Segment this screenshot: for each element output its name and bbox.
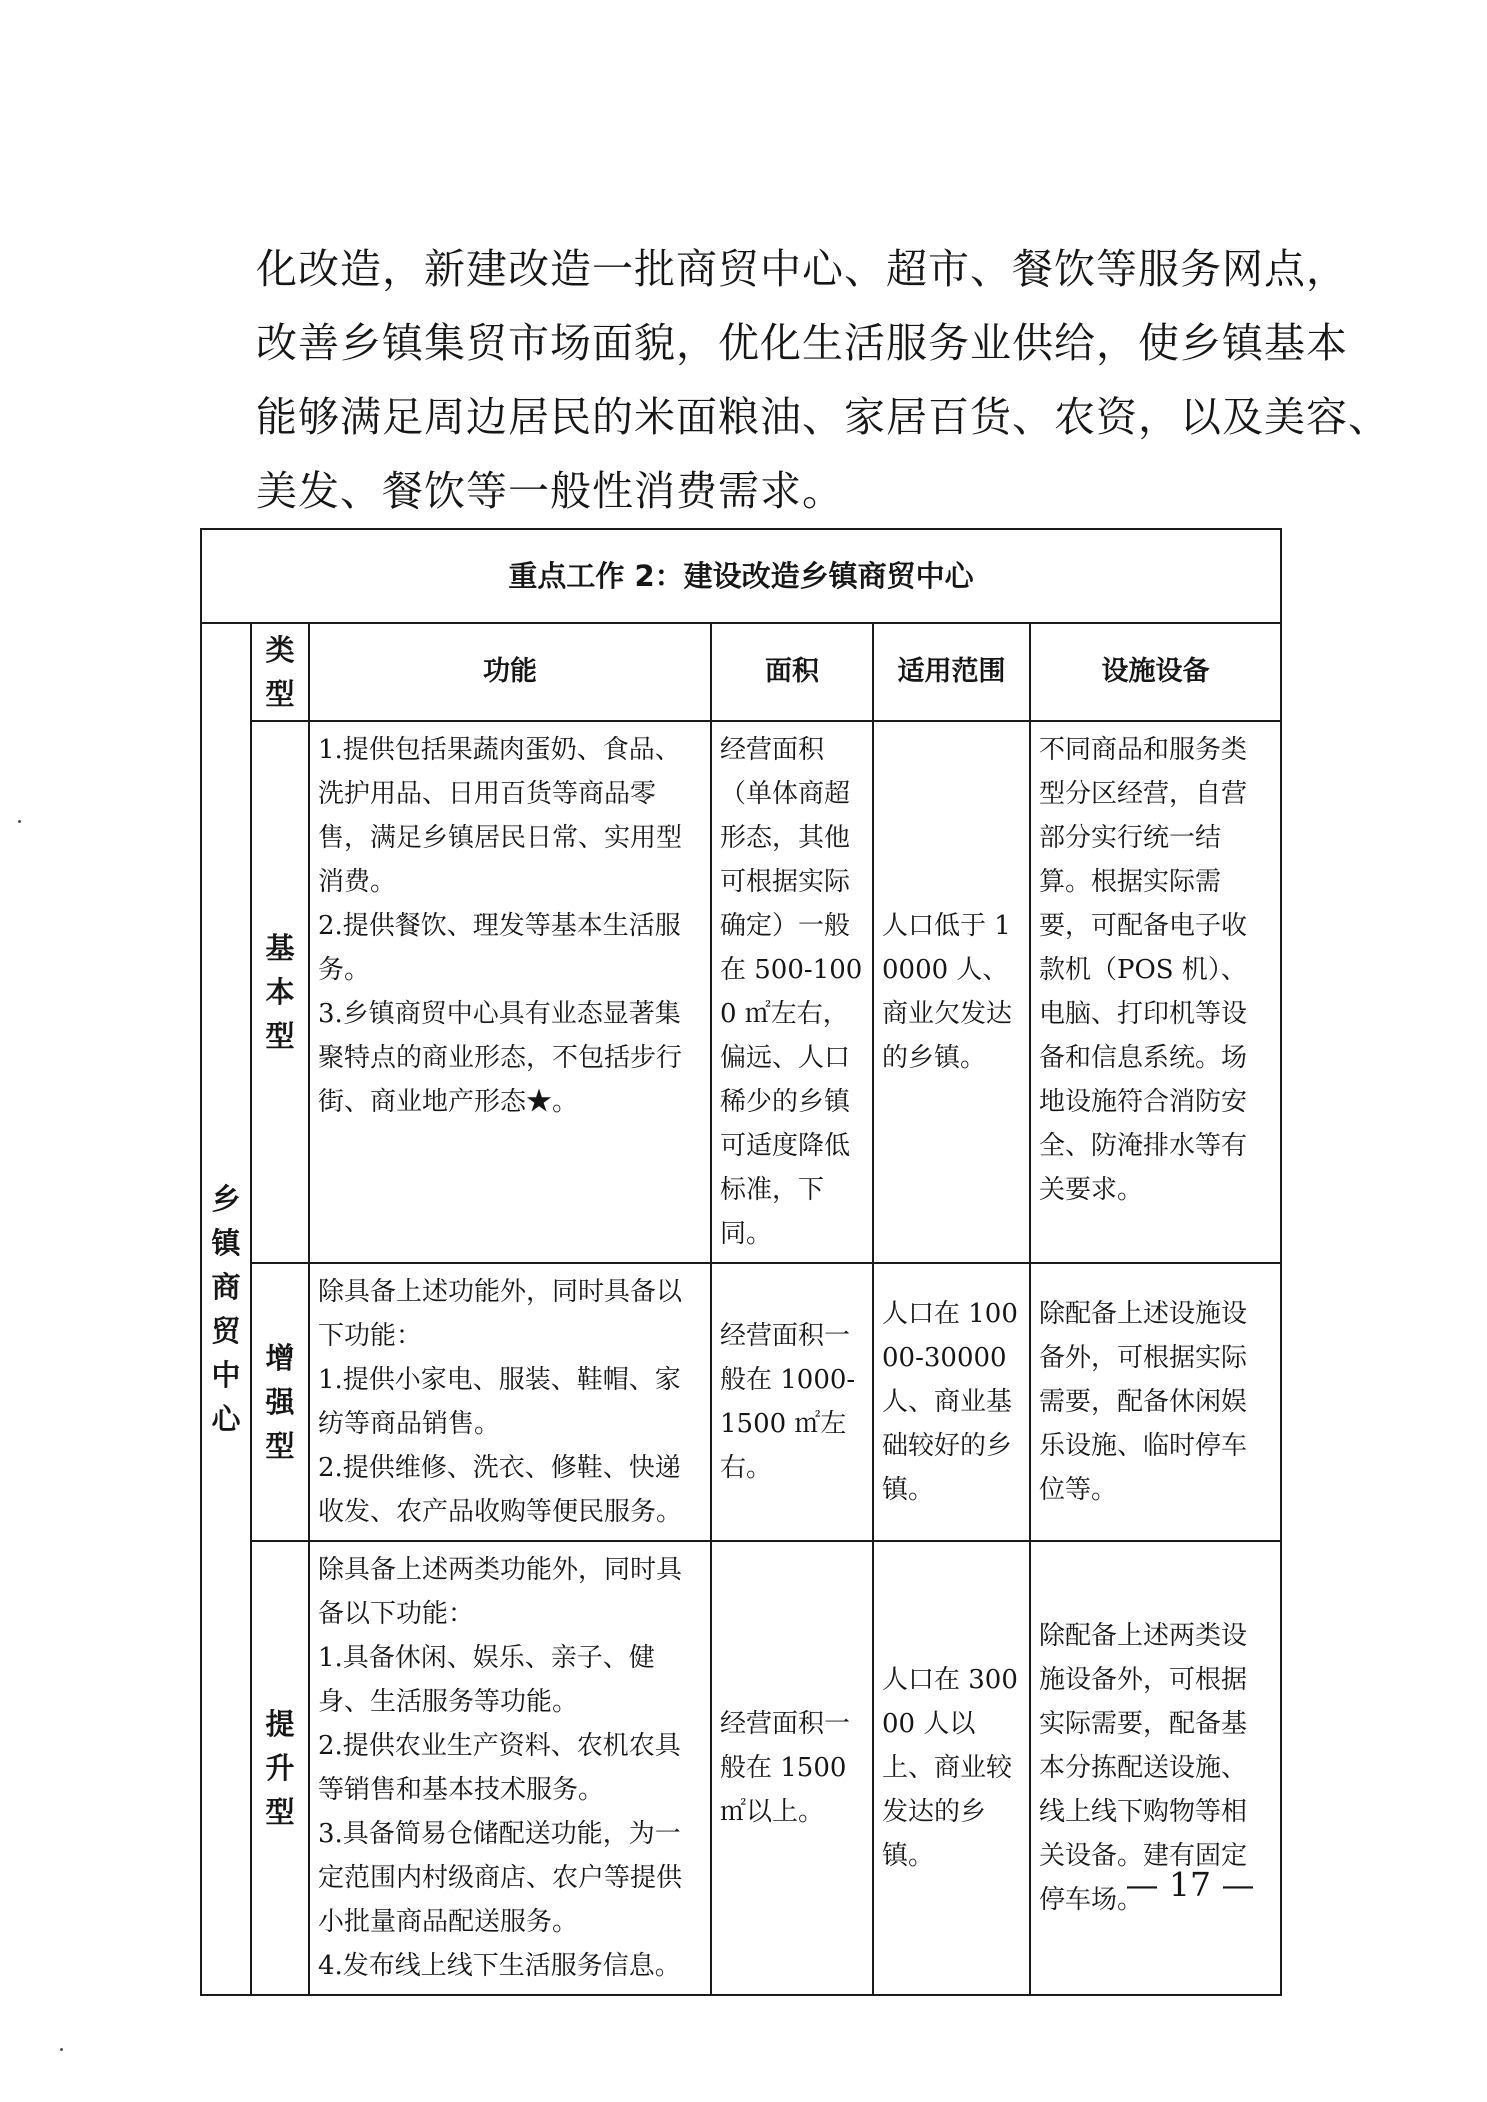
type-cell: 增强型	[251, 1263, 309, 1541]
function-item: 1.具备休闲、娱乐、亲子、健身、生活服务等功能。	[318, 1643, 655, 1717]
function-item: 3.具备简易仓储配送功能，为一定范围内村级商店、农户等提供小批量商品配送服务。	[318, 1819, 683, 1937]
header-area: 面积	[711, 623, 873, 721]
intro-line: 能够满足周边居民的米面粮油、家居百货、农资，以及美容、	[256, 393, 1390, 441]
header-scope: 适用范围	[873, 623, 1030, 721]
table-row	[201, 1541, 1281, 1995]
area-cell: 经营面积一般在 1500 ㎡以上。	[711, 1541, 873, 1995]
type-cell: 基本型	[251, 721, 309, 1263]
function-cell	[309, 1541, 711, 1995]
page-number: — 17 —	[1125, 1865, 1255, 1904]
scope-cell: 人口在 30000 人以上、商业较发达的乡镇。	[873, 1541, 1030, 1995]
function-item: 除具备上述功能外，同时具备以下功能：	[318, 1277, 683, 1351]
function-item: 2.提供农业生产资料、农机农具等销售和基本技术服务。	[318, 1731, 681, 1805]
header-facilities: 设施设备	[1030, 623, 1281, 721]
function-cell	[309, 721, 711, 1263]
scope-cell: 人口低于 10000 人、商业欠发达的乡镇。	[873, 721, 1030, 1263]
function-cell	[309, 1263, 711, 1541]
table-title: 重点工作 2：建设改造乡镇商贸中心	[201, 529, 1281, 623]
scope-cell: 人口在 10000-30000 人、商业基础较好的乡镇。	[873, 1263, 1030, 1541]
intro-line: 改善乡镇集贸市场面貌，优化生活服务业供给，使乡镇基本	[256, 319, 1348, 367]
category-cell: 乡镇商贸中心	[201, 623, 251, 1995]
scan-speck	[60, 2048, 63, 2051]
table-row	[201, 1263, 1281, 1541]
header-type: 类型	[251, 623, 309, 721]
intro-line: 化改造，新建改造一批商贸中心、超市、餐饮等服务网点，	[256, 245, 1348, 293]
facilities-cell: 不同商品和服务类型分区经营，自营部分实行统一结算。根据实际需要，可配备电子收款机（POS 机）、电脑、打印机等设备和信息系统。场地设施符合消防安全、防淹排水等有关要求。	[1030, 721, 1281, 1263]
function-item: 除具备上述两类功能外，同时具备以下功能：	[318, 1555, 683, 1629]
intro-paragraph	[256, 232, 1390, 528]
function-item: 1.提供小家电、服装、鞋帽、家纺等商品销售。	[318, 1365, 681, 1439]
type-cell: 提升型	[251, 1541, 309, 1995]
area-cell: 经营面积一般在 1000-1500 ㎡左右。	[711, 1263, 873, 1541]
area-cell: 经营面积（单体商超形态，其他可根据实际确定）一般在 500-1000 ㎡左右，偏远、人口稀少的乡镇可适度降低标准，下同。	[711, 721, 873, 1263]
facilities-cell: 除配备上述设施设备外，可根据实际需要，配备休闲娱乐设施、临时停车位等。	[1030, 1263, 1281, 1541]
facilities-cell: 除配备上述两类设施设备外，可根据实际需要，配备基本分拣配送设施、线上线下购物等相关设备。建有固定停车场。	[1030, 1541, 1281, 1995]
key-work-table	[200, 528, 1282, 1996]
function-item: 4.发布线上线下生活服务信息。	[318, 1951, 681, 1981]
header-function: 功能	[309, 623, 711, 721]
function-item: 2.提供维修、洗衣、修鞋、快递收发、农产品收购等便民服务。	[318, 1453, 683, 1527]
intro-line: 美发、餐饮等一般性消费需求。	[256, 467, 844, 515]
scan-speck	[18, 820, 21, 823]
function-item: 1.提供包括果蔬肉蛋奶、食品、洗护用品、日用百货等商品零售，满足乡镇居民日常、实用型消费。	[318, 735, 683, 897]
table-row	[201, 721, 1281, 1263]
function-item: 2.提供餐饮、理发等基本生活服务。	[318, 911, 681, 985]
function-item: 3.乡镇商贸中心具有业态显著集聚特点的商业形态，不包括步行街、商业地产形态★。	[318, 999, 683, 1117]
